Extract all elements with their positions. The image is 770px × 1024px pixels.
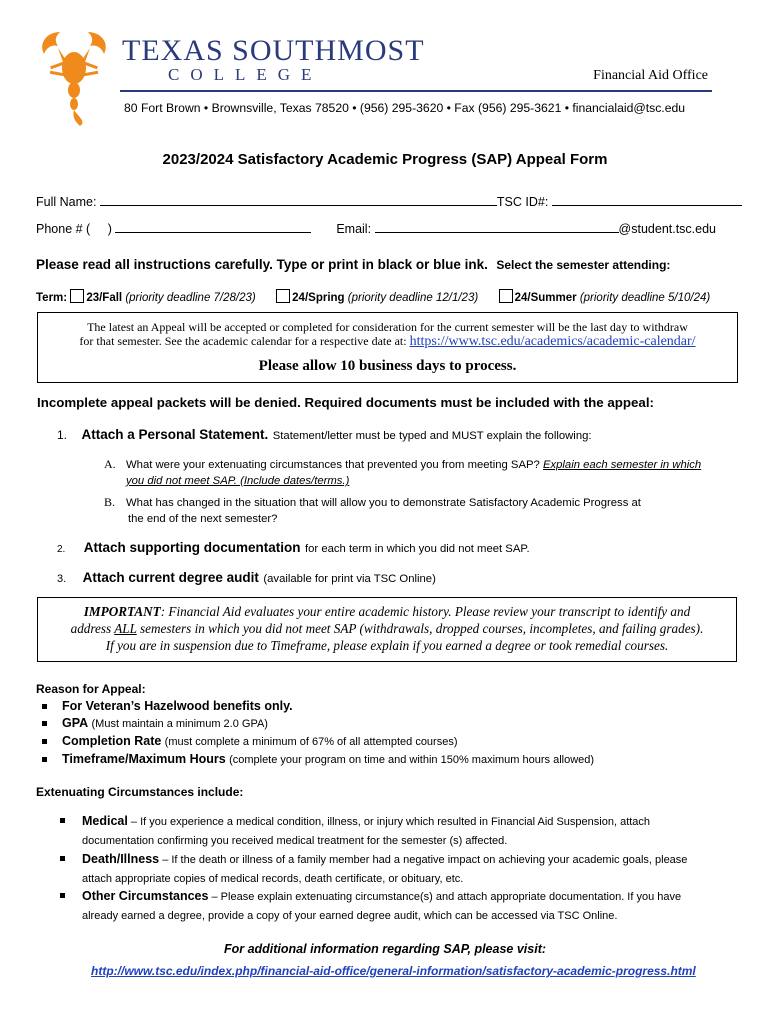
notice-line-1: The latest an Appeal will be accepted or completed for consideration for the current semester will be the last day to withdraw [87,320,688,334]
circumstances-heading: Extenuating Circumstances include: [36,785,244,799]
fall-checkbox[interactable] [70,289,84,303]
reason-item: Completion Rate (must complete a minimum of 67% of all attempted courses) [62,733,594,751]
step-3-num: 3. [57,573,67,585]
full-name-label: Full Name: [36,195,97,209]
sub-item-b [104,494,641,527]
bullet-icon [60,893,65,898]
academic-calendar-link[interactable]: https://www.tsc.edu/academics/academic-calendar/ [409,334,696,349]
sub-a-italic-2: you did not meet SAP. (Include dates/terms.) [126,475,350,487]
sub-b-text-1: What has changed in the situation that will allow you to demonstrate Satisfactory Academic Progress at [126,497,641,509]
term-summer-deadline: (priority deadline 5/10/24) [579,292,711,304]
office-name: Financial Aid Office [593,68,708,83]
email-label: Email: [336,222,372,236]
tsc-id-input[interactable] [552,193,742,206]
bullet-icon [60,856,65,861]
important-line-3: If you are in suspension due to Timeframe, please explain if you earned a degree or took remedial courses. [105,638,669,653]
logo-line-2: COLLEGE [168,65,323,84]
circumstance-item: Medical – If you experience a medical condition, illness, or injury which resulted in Financial Aid Suspension, attach documentation confirming you received medical treatment for the semester (s) affected. [82,812,650,851]
term-fall-deadline: (priority deadline 7/28/23) [125,292,256,304]
logo-line-1: TEXAS SOUTHMOST [122,34,425,67]
important-line-2-pre: address [70,621,112,636]
important-line-1: : Financial Aid evaluates your entire academic history. Please review your transcript to identify and [160,604,691,619]
step-3-title: Attach current degree audit [82,570,259,585]
instructions-main: Please read all instructions carefully. Type or print in black or blue ink. [36,257,488,272]
step-2 [57,539,530,557]
reason-item: For Veteran’s Hazelwood benefits only. [62,698,594,715]
email-input[interactable] [375,220,619,233]
bullet-icon [42,704,47,709]
phone-label: Phone # ( [36,222,91,236]
term-label: Term: [36,292,68,304]
step-3 [57,569,436,587]
college-logo-text [122,36,425,84]
reason-item: Timeframe/Maximum Hours (complete your program on time and within 150% maximum hours allowed) [62,751,594,769]
sub-a-label: A. [104,457,116,471]
header-rule [120,90,712,92]
sub-a-italic-1: Explain each semester in which [542,459,702,471]
sub-item-a [104,456,701,489]
term-summer-label: 24/Summer [514,292,577,304]
step-2-text: for each term in which you did not meet SAP. [305,543,530,555]
incomplete-notice: Incomplete appeal packets will be denied. Required documents must be included with the appeal: [37,395,654,410]
tsc-id-label: TSC ID#: [496,195,549,209]
instructions-row [36,256,670,274]
step-3-text: (available for print via TSC Online) [263,573,436,585]
reasons-section [36,681,594,769]
form-title: 2023/2024 Satisfactory Academic Progress (SAP) Appeal Form [162,151,608,168]
sub-b-label: B. [104,495,116,509]
term-spring-deadline: (priority deadline 12/1/23) [347,292,479,304]
phone-input[interactable] [115,220,311,233]
term-fall-label: 23/Fall [86,292,123,304]
scorpion-logo-icon [30,26,118,126]
summer-checkbox[interactable] [499,289,513,303]
step-1-num: 1. [57,428,68,442]
bullet-icon [42,739,47,744]
reasons-heading: Reason for Appeal: [36,682,146,696]
circumstance-item: Death/Illness – If the death or illness of a family member had a negative impact on achieving your academic goals, please attach appropriate copies of medical records, death certificate, or obituary, etc. [82,850,687,889]
notice-box [37,312,738,383]
important-label: IMPORTANT [83,604,161,619]
step-1 [57,426,592,444]
notice-allow: Please allow 10 business days to process. [258,358,517,374]
semester-select-label: Select the semester attending: [496,258,671,272]
address-line: 80 Fort Brown • Brownsville, Texas 78520 • (956) 295-3620 • Fax (956) 295-3621 • financialaid@tsc.edu [124,101,686,115]
notice-line-2: for that semester. See the academic calendar for a respective date at: [79,334,407,348]
bullet-icon [42,757,47,762]
sap-info-link[interactable]: http://www.tsc.edu/index.php/financial-aid-office/general-information/satisfactory-academic-progress.html [91,964,696,978]
important-line-2-post: semesters in which you did not meet SAP (withdrawals, dropped courses, incompletes, and failing grades). [140,621,704,636]
bullet-icon [60,818,65,823]
full-name-input[interactable] [100,193,497,206]
reason-item: GPA (Must maintain a minimum 2.0 GPA) [62,715,594,733]
step-2-num: 2. [57,544,66,555]
circumstance-item: Other Circumstances – Please explain extenuating circumstance(s) and attach appropriate documentation. If you have already earned a degree, provide a copy of your earned degree audit, which can be accessed via TSC Online. [82,887,681,926]
term-spring-label: 24/Spring [292,292,345,304]
footer-text: For additional information regarding SAP, please visit: [223,942,547,956]
step-2-title: Attach supporting documentation [83,540,301,555]
email-suffix: @student.tsc.edu [618,222,717,236]
important-all: ALL [114,621,137,636]
important-box [37,597,737,662]
phone-close: ) [107,222,112,236]
bullet-icon [42,721,47,726]
sub-a-text: What were your extenuating circumstances that prevented you from meeting SAP? [126,459,540,471]
phone-email-row [36,220,716,236]
spring-checkbox[interactable] [276,289,290,303]
step-1-title: Attach a Personal Statement. [81,427,269,442]
sub-b-text-2: the end of the next semester? [128,513,278,525]
step-1-text: Statement/letter must be typed and MUST explain the following: [272,430,592,442]
term-row [36,289,710,304]
full-name-row [36,193,742,209]
